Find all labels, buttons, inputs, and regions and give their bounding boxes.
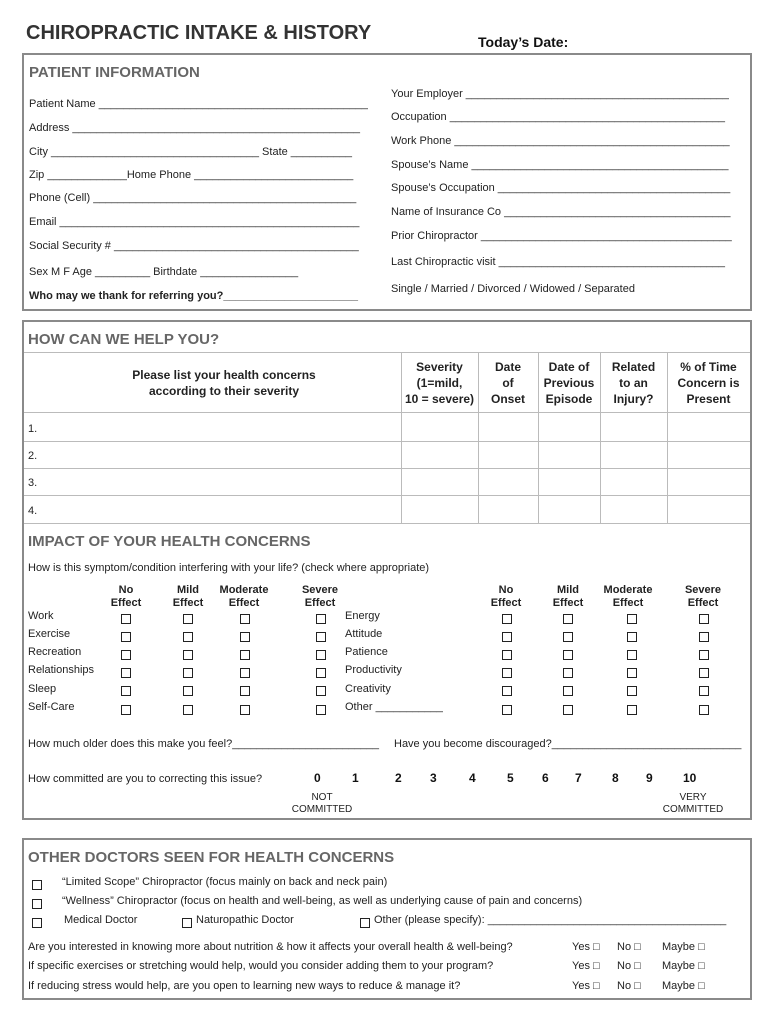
impact-checkbox[interactable]	[627, 614, 637, 624]
address-field[interactable]: Address _______________________________________________	[29, 122, 360, 134]
referral-field[interactable]: Who may we thank for referring you?______________________	[29, 290, 358, 302]
work-phone-field[interactable]: Work Phone _____________________________________________	[391, 135, 730, 147]
impact-checkbox[interactable]	[316, 668, 326, 678]
limited-scope-checkbox[interactable]	[32, 880, 42, 890]
impact-checkbox[interactable]	[502, 650, 512, 660]
level-moderate-effect: Moderate Effect	[603, 584, 653, 609]
impact-item-creativity: Creativity	[345, 683, 391, 695]
impact-checkbox[interactable]	[183, 650, 193, 660]
city-state-field[interactable]: City __________________________________ State __________	[29, 146, 352, 158]
impact-item-energy: Energy	[345, 610, 380, 622]
maybe-option[interactable]: Maybe □	[662, 941, 705, 953]
impact-checkbox[interactable]	[627, 668, 637, 678]
impact-checkbox[interactable]	[502, 632, 512, 642]
cell-phone-field[interactable]: Phone (Cell) ___________________________________________	[29, 192, 357, 204]
no-option[interactable]: No □	[617, 941, 641, 953]
impact-checkbox[interactable]	[563, 705, 573, 715]
impact-checkbox[interactable]	[502, 705, 512, 715]
maybe-option[interactable]: Maybe □	[662, 980, 705, 992]
impact-checkbox[interactable]	[563, 686, 573, 696]
impact-checkbox[interactable]	[502, 668, 512, 678]
stress-question: If reducing stress would help, are you open to learning new ways to reduce & manage it?	[28, 980, 461, 992]
yes-option[interactable]: Yes □	[572, 960, 600, 972]
concern-row-3[interactable]: 3.	[28, 477, 38, 489]
concern-row-4[interactable]: 4.	[28, 505, 38, 517]
medical-doctor-checkbox[interactable]	[32, 918, 42, 928]
level-mild-effect: Mild Effect	[172, 584, 204, 609]
older-question[interactable]: How much older does this make you feel?________________________	[28, 738, 380, 750]
level-mild-effect: Mild Effect	[552, 584, 584, 609]
section-heading: OTHER DOCTORS SEEN FOR HEALTH CONCERNS	[28, 849, 395, 866]
social-security-field[interactable]: Social Security # ________________________________________	[29, 240, 359, 252]
medical-doctor-label: Medical Doctor	[64, 914, 138, 926]
sex-age-birthdate-field[interactable]: Sex M F Age _________ Birthdate ________________	[29, 266, 299, 278]
impact-checkbox[interactable]	[316, 686, 326, 696]
scale-option-7[interactable]: 7	[575, 771, 582, 785]
wellness-label: “Wellness” Chiropractor (focus on health and well-being, as well as underlying cause of pain and concerns)	[62, 895, 583, 907]
todays-date-label: Today’s Date:	[478, 34, 569, 50]
impact-item-work: Work	[28, 610, 54, 622]
impact-checkbox[interactable]	[502, 686, 512, 696]
impact-checkbox[interactable]	[183, 614, 193, 624]
col-health-concerns: Please list your health concerns according to their severity	[132, 368, 316, 398]
scale-option-6[interactable]: 6	[542, 771, 549, 785]
impact-item-patience: Patience	[345, 646, 388, 658]
committed-question: How committed are you to correcting this issue?	[28, 773, 263, 785]
table-header-line	[24, 412, 750, 413]
impact-checkbox[interactable]	[121, 632, 131, 642]
impact-checkbox[interactable]	[699, 632, 709, 642]
other-doctor-field[interactable]: Other (please specify): _______________________________________	[374, 914, 727, 926]
marital-status-field[interactable]: Single / Married / Divorced / Widowed / Separated	[391, 283, 635, 295]
naturopathic-label: Naturopathic Doctor	[196, 914, 294, 926]
level-severe-effect: Severe Effect	[301, 584, 339, 609]
impact-checkbox[interactable]	[563, 650, 573, 660]
last-visit-field[interactable]: Last Chiropractic visit _____________________________________	[391, 256, 725, 268]
other-doctors-section	[22, 838, 752, 1000]
yes-option[interactable]: Yes □	[572, 980, 600, 992]
impact-item-other[interactable]: Other ___________	[345, 701, 443, 713]
table-bottom-line	[24, 523, 750, 524]
impact-checkbox[interactable]	[699, 650, 709, 660]
impact-checkbox[interactable]	[121, 705, 131, 715]
impact-checkbox[interactable]	[502, 614, 512, 624]
level-no-effect: No Effect	[110, 584, 142, 609]
impact-checkbox[interactable]	[699, 705, 709, 715]
scale-option-8[interactable]: 8	[612, 771, 619, 785]
nutrition-question: Are you interested in knowing more about nutrition & how it affects your overall health & well-being?	[28, 941, 513, 953]
impact-checkbox[interactable]	[240, 614, 250, 624]
level-severe-effect: Severe Effect	[684, 584, 722, 609]
employer-field[interactable]: Your Employer ___________________________________________	[391, 88, 729, 100]
impact-checkbox[interactable]	[121, 650, 131, 660]
level-moderate-effect: Moderate Effect	[219, 584, 269, 609]
how-can-we-help-section	[22, 320, 752, 820]
col-related-injury: Related to an Injury?	[611, 360, 656, 406]
patient-name-field[interactable]: Patient Name ____________________________________________	[29, 98, 368, 110]
impact-item-sleep: Sleep	[28, 683, 57, 695]
scale-option-0[interactable]: 0	[314, 771, 321, 785]
zip-home-phone-field[interactable]: Zip _____________Home Phone __________________________	[29, 169, 354, 181]
impact-checkbox[interactable]	[121, 668, 131, 678]
table-row-line	[24, 441, 750, 442]
impact-checkbox[interactable]	[316, 632, 326, 642]
section-heading: PATIENT INFORMATION	[29, 64, 200, 81]
impact-checkbox[interactable]	[121, 686, 131, 696]
impact-checkbox[interactable]	[316, 650, 326, 660]
impact-checkbox[interactable]	[183, 668, 193, 678]
no-option[interactable]: No □	[617, 960, 641, 972]
exercise-question: If specific exercises or stretching would help, would you consider adding them to your program?	[28, 960, 494, 972]
scale-option-3[interactable]: 3	[430, 771, 437, 785]
scale-option-10[interactable]: 10	[683, 771, 697, 785]
impact-checkbox[interactable]	[183, 686, 193, 696]
impact-checkbox[interactable]	[240, 650, 250, 660]
impact-checkbox[interactable]	[699, 668, 709, 678]
impact-checkbox[interactable]	[563, 632, 573, 642]
impact-checkbox[interactable]	[316, 705, 326, 715]
impact-checkbox[interactable]	[121, 614, 131, 624]
impact-item-productivity: Productivity	[345, 664, 402, 676]
spouse-name-field[interactable]: Spouse’s Name __________________________________________	[391, 159, 729, 171]
yes-option[interactable]: Yes □	[572, 941, 600, 953]
impact-checkbox[interactable]	[627, 705, 637, 715]
impact-checkbox[interactable]	[240, 705, 250, 715]
prior-chiropractor-field[interactable]: Prior Chiropractor _________________________________________	[391, 230, 732, 242]
table-row-line	[24, 468, 750, 469]
impact-question: How is this symptom/condition interfering with your life? (check where appropriate)	[28, 562, 430, 574]
impact-checkbox[interactable]	[183, 705, 193, 715]
table-row-line	[24, 495, 750, 496]
naturopathic-checkbox[interactable]	[182, 918, 192, 928]
maybe-option[interactable]: Maybe □	[662, 960, 705, 972]
impact-item-attitude: Attitude	[345, 628, 383, 640]
email-field[interactable]: Email _________________________________________________	[29, 216, 360, 228]
impact-checkbox[interactable]	[563, 668, 573, 678]
impact-checkbox[interactable]	[563, 614, 573, 624]
patient-information-section	[22, 53, 752, 311]
form-title: CHIROPRACTIC INTAKE & HISTORY	[26, 22, 372, 44]
impact-item-exercise: Exercise	[28, 628, 71, 640]
impact-checkbox[interactable]	[627, 650, 637, 660]
spouse-occupation-field[interactable]: Spouse’s Occupation ______________________________________	[391, 182, 731, 194]
concern-row-2[interactable]: 2.	[28, 450, 38, 462]
discouraged-question[interactable]: Have you become discouraged?_______________________________	[394, 738, 742, 750]
impact-heading: IMPACT OF YOUR HEALTH CONCERNS	[28, 533, 311, 550]
other-doctor-checkbox[interactable]	[360, 918, 370, 928]
impact-checkbox[interactable]	[627, 686, 637, 696]
col-date-onset: Date of Onset	[490, 360, 525, 406]
occupation-field[interactable]: Occupation _____________________________________________	[391, 111, 725, 123]
concern-row-1[interactable]: 1.	[28, 423, 38, 435]
scale-option-5[interactable]: 5	[507, 771, 514, 785]
impact-checkbox[interactable]	[627, 632, 637, 642]
level-no-effect: No Effect	[490, 584, 522, 609]
impact-checkbox[interactable]	[183, 632, 193, 642]
impact-checkbox[interactable]	[699, 614, 709, 624]
wellness-checkbox[interactable]	[32, 899, 42, 909]
impact-checkbox[interactable]	[240, 632, 250, 642]
scale-option-9[interactable]: 9	[646, 771, 653, 785]
insurance-field[interactable]: Name of Insurance Co _____________________________________	[391, 206, 731, 218]
impact-item-recreation: Recreation	[28, 646, 82, 658]
impact-checkbox[interactable]	[699, 686, 709, 696]
impact-checkbox[interactable]	[316, 614, 326, 624]
impact-checkbox[interactable]	[240, 668, 250, 678]
scale-option-2[interactable]: 2	[395, 771, 402, 785]
impact-item-self-care: Self-Care	[28, 701, 75, 713]
section-heading: HOW CAN WE HELP YOU?	[28, 331, 220, 348]
impact-item-relationships: Relationships	[28, 664, 95, 676]
limited-scope-label: “Limited Scope” Chiropractor (focus mainly on back and neck pain)	[62, 876, 388, 888]
col-severity: Severity (1=mild, 10 = severe)	[404, 360, 475, 406]
col-percent-time: % of Time Concern is Present	[677, 360, 740, 406]
table-top-line	[24, 352, 750, 353]
impact-checkbox[interactable]	[240, 686, 250, 696]
col-previous-episode: Date of Previous Episode	[543, 360, 595, 406]
not-committed-label: NOT COMMITTED	[291, 792, 353, 815]
scale-option-1[interactable]: 1	[352, 771, 359, 785]
no-option[interactable]: No □	[617, 980, 641, 992]
scale-option-4[interactable]: 4	[469, 771, 476, 785]
very-committed-label: VERY COMMITTED	[662, 792, 724, 815]
